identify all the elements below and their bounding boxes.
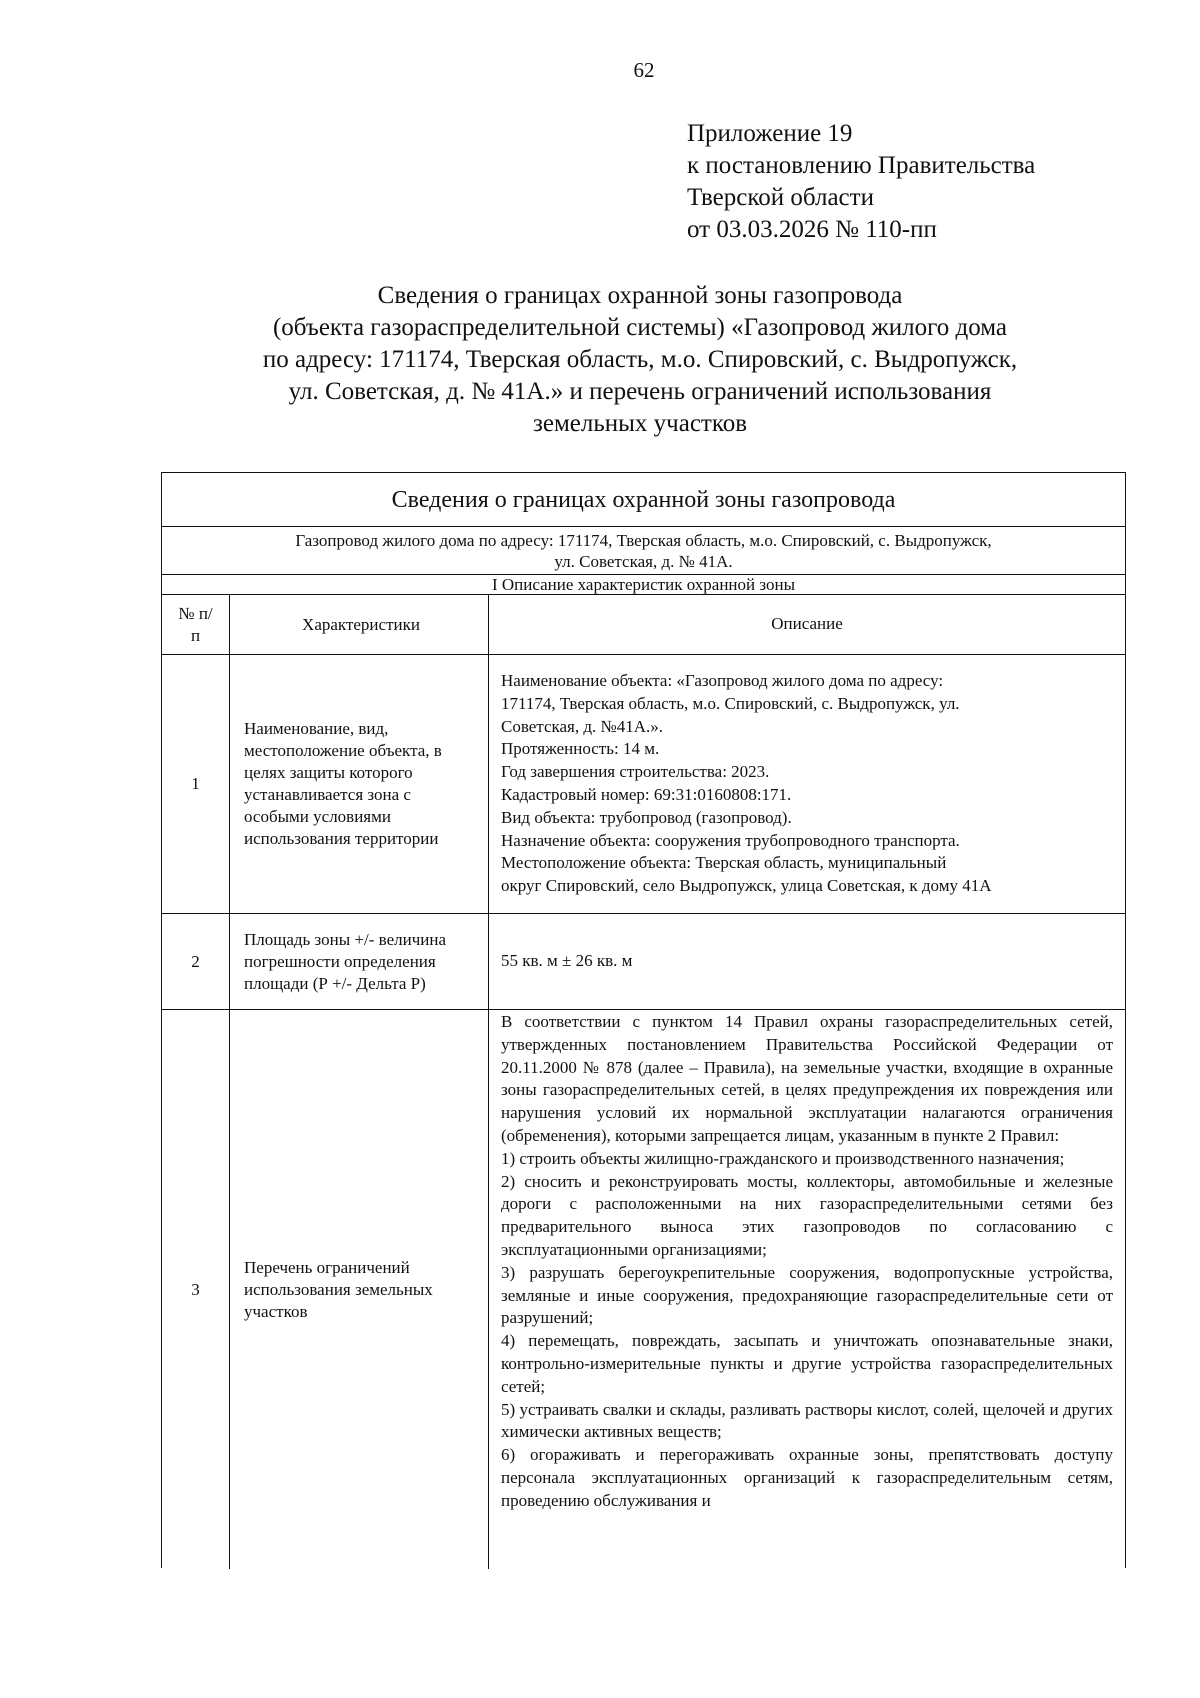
row-characteristic: Перечень ограничений использования земельных участков	[230, 1010, 489, 1569]
restriction-paragraph: 1) строить объекты жилищно-гражданского и производственного назначения;	[501, 1148, 1065, 1168]
column-header-row	[162, 595, 1125, 655]
subheader-line: ул. Советская, д. № 41А.	[554, 552, 733, 571]
table-header: Сведения о границах охранной зоны газопровода	[162, 473, 1125, 527]
restriction-paragraph: 2) сносить и реконструировать мосты, коллекторы, автомобильные и железные дороги с расположенными на них газораспределительными сетями без предварительного выноса этих газопроводов по согласованию с эксплуатационными организациями;	[501, 1171, 1113, 1259]
description-line: Советская, д. №41А.».	[501, 716, 664, 736]
table-row	[162, 655, 1125, 914]
table-row	[162, 1010, 1125, 1569]
title-line: (объекта газораспределительной системы) «Газопровод жилого дома	[272, 314, 1008, 341]
title-line: земельных участков	[532, 410, 748, 437]
row-characteristic: Площадь зоны +/- величина погрешности определения площади (Р +/- Дельта Р)	[230, 914, 489, 1009]
appendix-note	[687, 118, 1035, 246]
title-line: Сведения о границах охранной зоны газопровода	[377, 282, 903, 309]
section-title: I Описание характеристик охранной зоны	[162, 575, 1125, 595]
row-description	[489, 655, 1125, 913]
subheader-line: Газопровод жилого дома по адресу: 171174, Тверская область, м.о. Спировский, с. Выдропужск,	[295, 531, 992, 550]
column-header-number: № п/п	[162, 595, 230, 654]
description-line: округ Спировский, село Выдропужск, улица Советская, к дому 41А	[501, 876, 992, 896]
table-subheader	[162, 527, 1125, 575]
appendix-line: к постановлению Правительства	[687, 152, 1036, 179]
row-number: 3	[162, 1010, 230, 1569]
column-header-description: Описание	[771, 614, 843, 634]
description-line: Местоположение объекта: Тверская область, муниципальный	[501, 853, 947, 873]
appendix-line: Тверской области	[687, 184, 874, 211]
document-title	[160, 280, 1120, 440]
zone-info-table	[161, 472, 1126, 1568]
description-line: Кадастровый номер: 69:31:0160808:171.	[501, 785, 792, 804]
restriction-paragraph: 3) разрушать берегоукрепительные сооружения, водопропускные устройства, земляные и иные сооружения, предохраняющие газораспределительные сети от разрушений;	[501, 1262, 1113, 1328]
appendix-line: от 03.03.2026 № 110-пп	[687, 216, 937, 243]
appendix-line: Приложение 19	[687, 120, 853, 147]
column-header-characteristic: Характеристики	[230, 595, 489, 654]
page-number: 62	[633, 58, 655, 82]
row-number: 2	[162, 914, 230, 1009]
restriction-paragraph: 5) устраивать свалки и склады, разливать растворы кислот, солей, щелочей и других химически активных веществ;	[501, 1399, 1113, 1442]
row-description: 55 кв. м ± 26 кв. м	[501, 951, 633, 971]
row-characteristic: Наименование, вид, местоположение объекта, в целях защиты которого устанавливается зона с особыми условиями использования территории	[230, 655, 489, 913]
title-line: ул. Советская, д. № 41А.» и перечень ограничений использования	[288, 378, 992, 405]
restriction-paragraph: 4) перемещать, повреждать, засыпать и уничтожать опознавательные знаки, контрольно-измерительные пункты и другие устройства газораспределительных сетей;	[501, 1331, 1113, 1396]
restriction-paragraph: В соответствии с пунктом 14 Правил охраны газораспределительных сетей, утвержденных постановлением Правительства Российской Федерации от 20.11.2000 № 878 (далее – Правила), на земельные участки, входящие в охранные зоны газораспределительных сетей, в целях предупреждения их повреждения или нарушения условий их нормальной эксплуатации налагаются ограничения (обременения), которыми запрещается лицам, указанным в пункте 2 Правил:	[501, 1012, 1113, 1145]
description-line: Наименование объекта: «Газопровод жилого дома по адресу:	[501, 671, 944, 691]
description-line: Год завершения строительства: 2023.	[501, 762, 770, 782]
row-number: 1	[162, 655, 230, 913]
description-line: 171174, Тверская область, м.о. Спировский, с. Выдропужск, ул.	[501, 693, 960, 713]
description-line: Вид объекта: трубопровод (газопровод).	[501, 807, 792, 827]
description-line: Назначение объекта: сооружения трубопроводного транспорта.	[501, 830, 960, 850]
title-line: по адресу: 171174, Тверская область, м.о. Спировский, с. Выдропужск,	[262, 346, 1018, 373]
description-line: Протяженность: 14 м.	[501, 739, 660, 759]
restriction-paragraph: 6) огораживать и перегораживать охранные зоны, препятствовать доступу персонала эксплуатационных организаций к газораспределительным сетям, проведению обслуживания и	[501, 1445, 1113, 1510]
table-row	[162, 914, 1125, 1010]
row-description	[489, 1010, 1125, 1569]
